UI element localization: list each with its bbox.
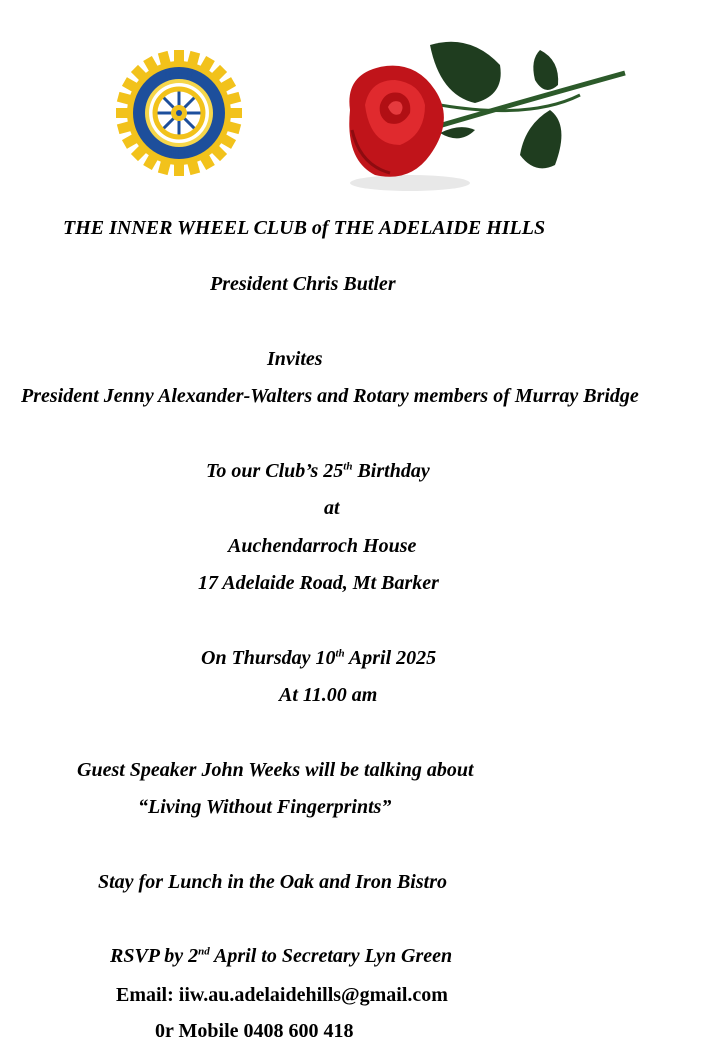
occasion-post: Birthday <box>352 460 430 482</box>
occasion-line <box>206 459 430 483</box>
invites-text: Invites <box>267 348 323 370</box>
lunch-text: Stay for Lunch in the Oak and Iron Bistro <box>98 871 447 893</box>
venue-name: Auchendarroch House <box>228 535 417 557</box>
logo-text-bottom: WHEEL <box>162 148 196 158</box>
rsvp-line <box>110 944 452 968</box>
date-pre: On Thursday 10 <box>201 647 336 669</box>
president-name: President Chris Butler <box>210 273 396 295</box>
email-text: Email: iiw.au.adelaidehills@gmail.com <box>116 984 448 1006</box>
mobile-text: 0r Mobile 0408 600 418 <box>155 1020 354 1042</box>
rsvp-post: April to Secretary Lyn Green <box>209 945 453 967</box>
at-text: at <box>324 497 340 519</box>
rsvp-sup: nd <box>198 945 210 958</box>
time-text: At 11.00 am <box>279 684 378 706</box>
inner-wheel-logo-icon <box>114 48 244 178</box>
occasion-pre: To our Club’s 25 <box>206 460 344 482</box>
red-rose-icon <box>330 35 630 195</box>
club-name: THE INNER WHEEL CLUB of THE ADELAIDE HILLS <box>63 217 546 239</box>
occasion-sup: th <box>343 460 353 473</box>
date-line <box>201 646 436 670</box>
logo-text-top: INNER <box>164 70 194 80</box>
date-sup: th <box>335 647 345 660</box>
rsvp-pre: RSVP by 2 <box>110 945 199 967</box>
date-post: April 2025 <box>344 647 437 669</box>
venue-address: 17 Adelaide Road, Mt Barker <box>198 572 439 594</box>
talk-title: “Living Without Fingerprints” <box>138 796 392 818</box>
speaker-text: Guest Speaker John Weeks will be talking about <box>77 759 474 781</box>
guests-text: President Jenny Alexander-Walters and Rotary members of Murray Bridge <box>21 385 639 407</box>
